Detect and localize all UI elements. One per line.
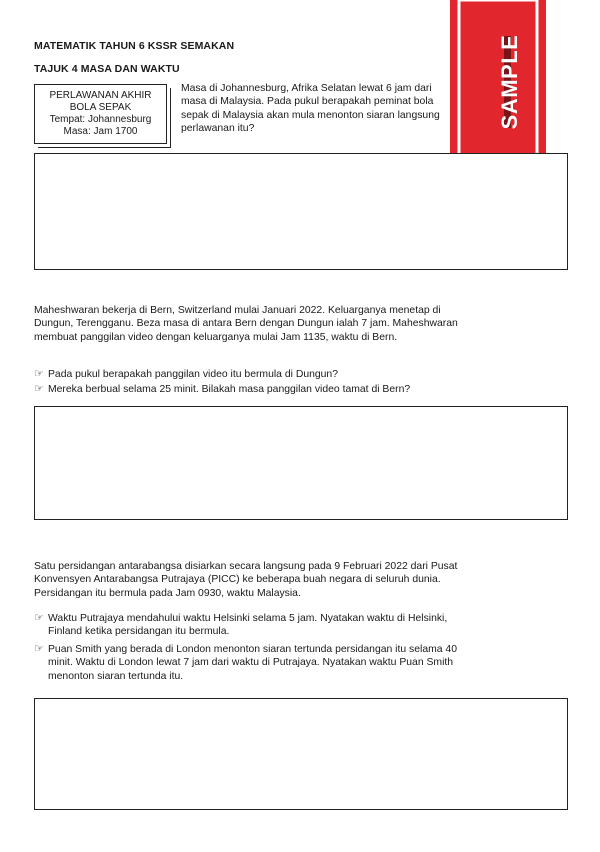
sample-label: SAMPLE <box>497 34 522 130</box>
question2-part-b <box>34 383 484 396</box>
question3-part-a-text: Waktu Putrajaya mendahului waktu Helsinki selama 5 jam. Nyatakan waktu di Helsinki, Finland ketika persidangan itu bermula. <box>48 613 448 638</box>
match-time: Masa: Jam 1700 <box>63 126 138 138</box>
topic-title: TAJUK 4 MASA DAN WAKTU <box>34 63 180 75</box>
match-info-box <box>34 84 167 144</box>
question2-part-b-text: Mereka berbual selama 25 minit. Bilakah masa panggilan video tamat di Bern? <box>48 384 411 395</box>
hand-pointer-icon: ☞ <box>34 612 44 624</box>
answer-box-2[interactable] <box>34 406 568 520</box>
question3-part-b <box>34 643 484 683</box>
match-venue: Tempat: Johannesburg <box>49 114 152 125</box>
hand-pointer-icon: ☞ <box>34 643 44 655</box>
question2-text: Maheshwaran bekerja di Bern, Switzerland mulai Januari 2022. Keluarganya menetap di Dungun, Terengganu. Beza masa di antara Bern dengan Dungun ialah 7 jam. Maheshwaran membuat panggilan video dengan keluarganya mulai Jam 1135, waktu di Bern. <box>34 305 458 343</box>
answer-box-1[interactable] <box>34 153 568 270</box>
question1-text: Masa di Johannesburg, Afrika Selatan lewat 6 jam dari masa di Malaysia. Pada pukul berapakah peminat bola sepak di Malaysia akan mula menonton siaran langsung perlawanan itu? <box>181 83 440 134</box>
match-title-line2: BOLA SEPAK <box>69 101 132 113</box>
question3-part-a <box>34 612 484 639</box>
worksheet-title: MATEMATIK TAHUN 6 KSSR SEMAKAN <box>34 40 235 52</box>
hand-pointer-icon: ☞ <box>34 368 44 380</box>
match-title-line1: PERLAWANAN AKHIR <box>49 89 152 101</box>
question3-text: Satu persidangan antarabangsa disiarkan secara langsung pada 9 Februari 2022 dari Pusat Konvensyen Antarabangsa Putrajaya (PICC) ke beberapa buah negara di seluruh dunia. Persidangan itu bermula pada Jam 0930, waktu Malaysia. <box>34 561 458 599</box>
hand-pointer-icon: ☞ <box>34 383 44 395</box>
answer-box-3[interactable] <box>34 698 568 810</box>
question3-part-b-text: Puan Smith yang berada di London menonton siaran tertunda persidangan itu selama 40 minit. Waktu di London lewat 7 jam dari waktu di Putrajaya. Nyatakan waktu Puan Smith menonton siaran tertunda itu. <box>48 644 457 682</box>
question2-part-a-text: Pada pukul berapakah panggilan video itu bermula di Dungun? <box>48 369 338 380</box>
question2-part-a <box>34 368 484 381</box>
